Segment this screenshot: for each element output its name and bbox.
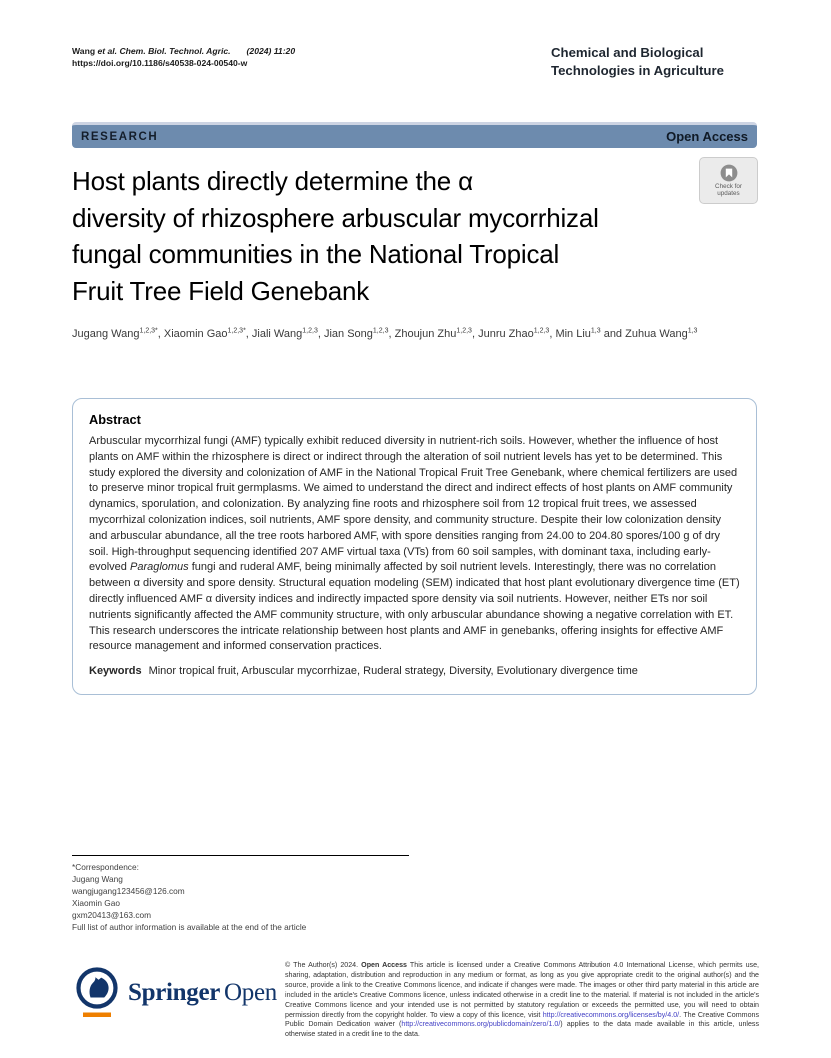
correspondence-line: wangjugang123456@126.com [72,886,185,896]
author-affiliation-sup: 1,3 [687,327,698,335]
citation-journal-abbrev: et al. Chem. Biol. Technol. Agric. [97,46,231,56]
author [555,328,625,340]
author [625,328,697,340]
author [252,328,324,340]
author-name: Min Liu [555,328,591,340]
author-affiliation-sup: 1,2,3 [533,327,550,335]
keywords-label: Keywords [89,665,142,678]
springer-open-logo [74,966,277,1020]
abstract-box [72,398,757,695]
author-separator: , [245,328,252,340]
author-list [72,326,757,343]
abstract-body [89,434,740,655]
author-separator: , [157,328,164,340]
license-text [285,961,759,1040]
author-affiliation-sup: 1,2,3 [372,327,389,335]
abstract-text-segment: fungi and ruderal AMF, being minimally affected by soil nutrient levels. Interestingly, there was no correlation between α diversity and spore density. Structural equation modeling (SEM) indicated that host plant evolutionary divergence time (ET) directly influenced AMF α diversity indices and indirectly impacted spore density via soil nutrients. However, neither ETs nor soil nutrients significantly affected the AMF community structure, with only arbuscular abundance showing a negative correlation with ET. This research underscores the intricate relationship between host plants and AMF in genebanks, offering insights for effective AMF resource management and informed conservation practices. [89,561,740,653]
article-title-line: diversity of rhizosphere arbuscular mycorrhizal [72,202,599,233]
author-separator: and [600,328,626,340]
author-affiliation-sup: 1,2,3 [456,327,472,335]
author-name: Junru Zhao [478,328,534,340]
author-name: Xiaomin Gao [163,328,228,340]
author-name: Jiali Wang [251,328,303,340]
logo-text-open: Open [224,979,277,1006]
citation-line [72,46,295,58]
footnote-divider [72,855,409,856]
article-title [72,163,732,309]
article-type-label: RESEARCH [81,130,159,143]
author-name: Zuhua Wang [625,328,688,340]
correspondence-line: *Correspondence: [72,862,139,872]
keywords-text: Minor tropical fruit, Arbuscular mycorrhizae, Ruderal strategy, Diversity, Evolutionary divergence time [148,665,638,678]
journal-name [551,44,724,79]
journal-name-line2: Technologies in Agriculture [551,62,724,78]
header-citation [72,46,295,70]
doi-text: https://doi.org/10.1186/s40538-024-00540-w [72,57,248,68]
correspondence-line: Full list of author information is available at the end of the article [72,922,307,932]
correspondence-line: Jugang Wang [72,874,123,884]
author-affiliation-sup: 1,2,3* [227,327,246,335]
logo-text-springer: Springer [128,979,221,1006]
license-text-segment: . The Creative Commons Public Domain Dedication waiver ( [285,1010,760,1029]
author [72,328,164,340]
springer-knight-icon [74,966,120,1020]
open-access-label: Open Access [666,129,748,144]
article-title-line: Fruit Tree Field Genebank [72,275,370,306]
author-separator: , [317,328,324,340]
check-for-updates-badge[interactable] [699,157,758,204]
abstract-text-segment: Paraglomus [129,561,189,574]
abstract-heading: Abstract [89,412,141,427]
author [395,328,478,340]
correspondence-block [72,861,432,933]
author-affiliation-sup: 1,2,3* [139,327,158,335]
license-text-segment: Open Access [361,961,407,969]
citation-author: Wang [72,46,98,56]
author-separator: , [549,328,556,340]
author [164,328,252,340]
license-text-segment: © The Author(s) 2024. [285,961,362,969]
abstract-text-segment: Arbuscular mycorrhizal fungi (AMF) typically exhibit reduced diversity in nutrient-rich soils. However, whether the influence of host plants on AMF within the rhizosphere is direct or indirect through the alteration of soil nutrient levels has yet to be determined. This study explored the diversity and colonization of AMF in the National Tropical Fruit Tree Genebank, where chemical fertilizers are used to preserve minor tropical fruit germplasms. We aimed to understand the direct and indirect effects of host plants on AMF community dynamics, sporulation, and colonization. By analyzing fine roots and rhizosphere soil from 12 tropical fruit trees, we assessed mycorrhizal colonization indices, soil nutrients, AMF spore density, and community structure. Despite their low colonization density and arbuscular abundance, all the tree roots harbored AMF, with spore densities ranging from 24.00 to 204.80 spores/100 g of dry soil. High-throughput sequencing identified 207 AMF virtual taxa (VTs) from 60 soil samples, with dominant taxa, including early-evolved [89,435,738,574]
keywords-row [89,664,740,680]
article-type-banner [72,122,757,148]
author-name: Jugang Wang [72,328,140,340]
article-title-line: Host plants directly determine the α [72,166,473,196]
license-text-segment: This article is licensed under a Creative Commons Attribution 4.0 International License, which permits use, sharing, adaptation, distribution and reproduction in any medium or format, as long as you give appropriate credit to the original author(s) and the source, provide a link to the Creative Commons licence, and indicate if changes were made. The images or other third party material in this article are included in the article's Creative Commons licence, unless indicated otherwise in a credit line to the material. If material is not included in the article's Creative Commons licence and your intended use is not permitted by statutory regulation or exceeds the permitted use, you will need to obtain permission directly from the copyright holder. To view a copy of this licence, visit [285,961,759,1019]
author-affiliation-sup: 1,3 [590,327,601,335]
author-name: Jian Song [323,328,373,340]
author-affiliation-sup: 1,2,3 [302,327,318,335]
author-separator: , [388,328,395,340]
check-badge-text-line2: updates [717,190,740,197]
author [478,328,555,340]
author-name: Zhoujun Zhu [394,328,457,340]
license-text-segment[interactable]: http://creativecommons.org/licenses/by/4.0/ [542,1010,680,1019]
citation-volume: (2024) 11:20 [246,46,296,56]
author-separator: , [471,328,479,340]
check-badge-text-line1: Check for [715,182,742,190]
correspondence-line: Xiaomin Gao [72,898,120,908]
license-text-segment: ) applies to the data made available in this article, unless otherwise stated in a credit line to the data. [285,1020,760,1039]
springer-open-wordmark [128,979,277,1007]
correspondence-line: gxm20413@163.com [72,910,151,920]
article-title-line: fungal communities in the National Tropical [72,239,560,269]
crossmark-bookmark-icon [720,164,738,182]
author [324,328,395,340]
journal-name-line1: Chemical and Biological [551,45,704,60]
license-text-segment[interactable]: http://creativecommons.org/publicdomain/zero/1.0/ [401,1020,561,1029]
